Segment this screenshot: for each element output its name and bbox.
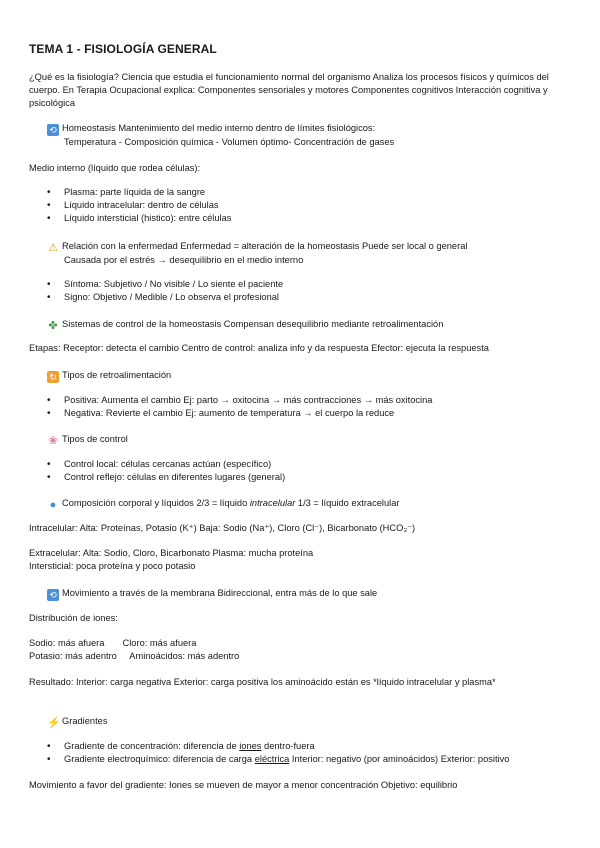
composicion-em: intracelular [249,498,296,508]
enfermedad-line1: Relación con la enfermedad Enfermedad = alteración de la homeostasis Puede ser local o general [62,241,468,251]
list-item: • Síntoma: Subjetivo / No visible / Lo siente el paciente [47,278,570,291]
gradiente-concentracion-underline: iones [239,741,262,751]
distribucion-line1: Sodio: más afuera Cloro: más afuera [29,638,197,648]
composicion-line [47,497,570,511]
intro-paragraph: ¿Qué es la fisiología? Ciencia que estudia el funcionamiento normal del organismo Analiza los procesos físicos y químicos del cuerpo. En Terapia Ocupacional explica: Componentes sensoriales y motores Componentes cognitivos Interacción cognitiva y psicológica [29,72,549,108]
list-item: • Negativa: Revierte el cambio Ej: aumento de temperatura → el cuerpo la reduce [47,407,570,420]
gradiente-concentracion-pre: Gradiente de concentración: diferencia de [64,741,240,751]
composicion-post: 1/3 = líquido extracelular [295,498,400,508]
enfermedad-section [47,240,570,267]
list-item: • Líquido intersticial (histico): entre células [47,212,570,225]
control-heading-text: Tipos de control [62,434,128,444]
gradiente-concentracion-post: dentro-fuera [261,741,315,751]
gradientes-heading-text: Gradientes [62,716,108,726]
composicion-pre: Composición corporal y líquidos 2/3 = líquido [62,498,250,508]
homeostasis-line1: Homeostasis Mantenimiento del medio interno dentro de límites fisiológicos: [62,123,376,133]
list-item [47,753,570,766]
intersticial-line: Intersticial: poca proteína y poco potasio [29,561,196,571]
medio-interno-heading: Medio interno (líquido que rodea células): [29,163,201,173]
sistemas-text: Sistemas de control de la homeostasis Compensan desequilibrio mediante retroalimentación [62,319,444,329]
list-item [47,740,570,753]
etapas-line: Etapas: Receptor: detecta el cambio Centro de control: analiza info y da respuesta Efector: ejecuta la respuesta [29,343,489,353]
page-title: TEMA 1 - FISIOLOGÍA GENERAL [29,42,217,56]
sintoma-signo-list [47,278,570,304]
medio-interno-list [47,186,570,225]
droplet-icon: ● [49,499,57,511]
retro-list [47,394,570,420]
retro-heading [47,369,570,383]
homeostasis-line2: Temperatura - Composición química - Volumen óptimo- Concentración de gases [64,137,395,147]
lightning-icon: ⚡ [47,717,61,729]
list-item: • Control reflejo: células en diferentes lugares (general) [47,471,570,484]
gradientes-heading [47,715,570,729]
repeat-icon: ⟲ [47,124,59,136]
refresh-icon: ↻ [47,371,59,383]
gradiente-electro-pre: Gradiente electroquímico: diferencia de carga [64,754,255,764]
distribucion-heading: Distribución de iones: [29,613,118,623]
resultado-line: Resultado: Interior: carga negativa Exterior: carga positiva los aminoácido están es *líquido intracelular y plasma* [29,677,496,687]
list-item: • Plasma: parte líquida de la sangre [47,186,570,199]
gradientes-list [47,740,570,766]
control-list [47,458,570,484]
control-heading [47,433,570,447]
extracelular-line: Extracelular: Alta: Sodio, Cloro, Bicarbonato Plasma: mucha proteína [29,548,314,558]
brain-icon: ❀ [48,435,58,447]
retro-heading-text: Tipos de retroalimentación [62,370,172,380]
list-item: • Líquido intracelular: dentro de células [47,199,570,212]
homeostasis-section [47,122,570,149]
gradiente-electro-underline: eléctrica [254,754,290,764]
distribucion-line2: Potasio: más adentro Aminoácidos: más adentro [29,651,240,661]
list-item: • Signo: Objetivo / Medible / Lo observa el profesional [47,291,570,304]
enfermedad-line2: Causada por el estrés → desequilibrio en el medio interno [64,255,304,265]
puzzle-icon: ✤ [48,320,58,332]
list-item: • Control local: células cercanas actúan (específico) [47,458,570,471]
repeat-icon: ⟲ [47,589,59,601]
sistemas-control-line [47,318,570,332]
movimiento-gradiente-line: Movimiento a favor del gradiente: Iones se mueven de mayor a menor concentración Objetivo: equilibrio [29,780,458,790]
movimiento-text: Movimiento a través de la membrana Bidireccional, entra más de lo que sale [62,588,378,598]
warning-icon: ⚠ [48,242,58,254]
gradiente-electro-post: Interior: negativo (por aminoácidos) Exterior: positivo [289,754,510,764]
list-item: • Positiva: Aumenta el cambio Ej: parto → oxitocina → más contracciones → más oxitocina [47,394,570,407]
movimiento-line [47,587,570,601]
intracelular-line: Intracelular: Alta: Proteínas, Potasio (K⁺) Baja: Sodio (Na⁺), Cloro (Cl⁻), Bicarbonato (HCO₃⁻) [29,523,416,533]
